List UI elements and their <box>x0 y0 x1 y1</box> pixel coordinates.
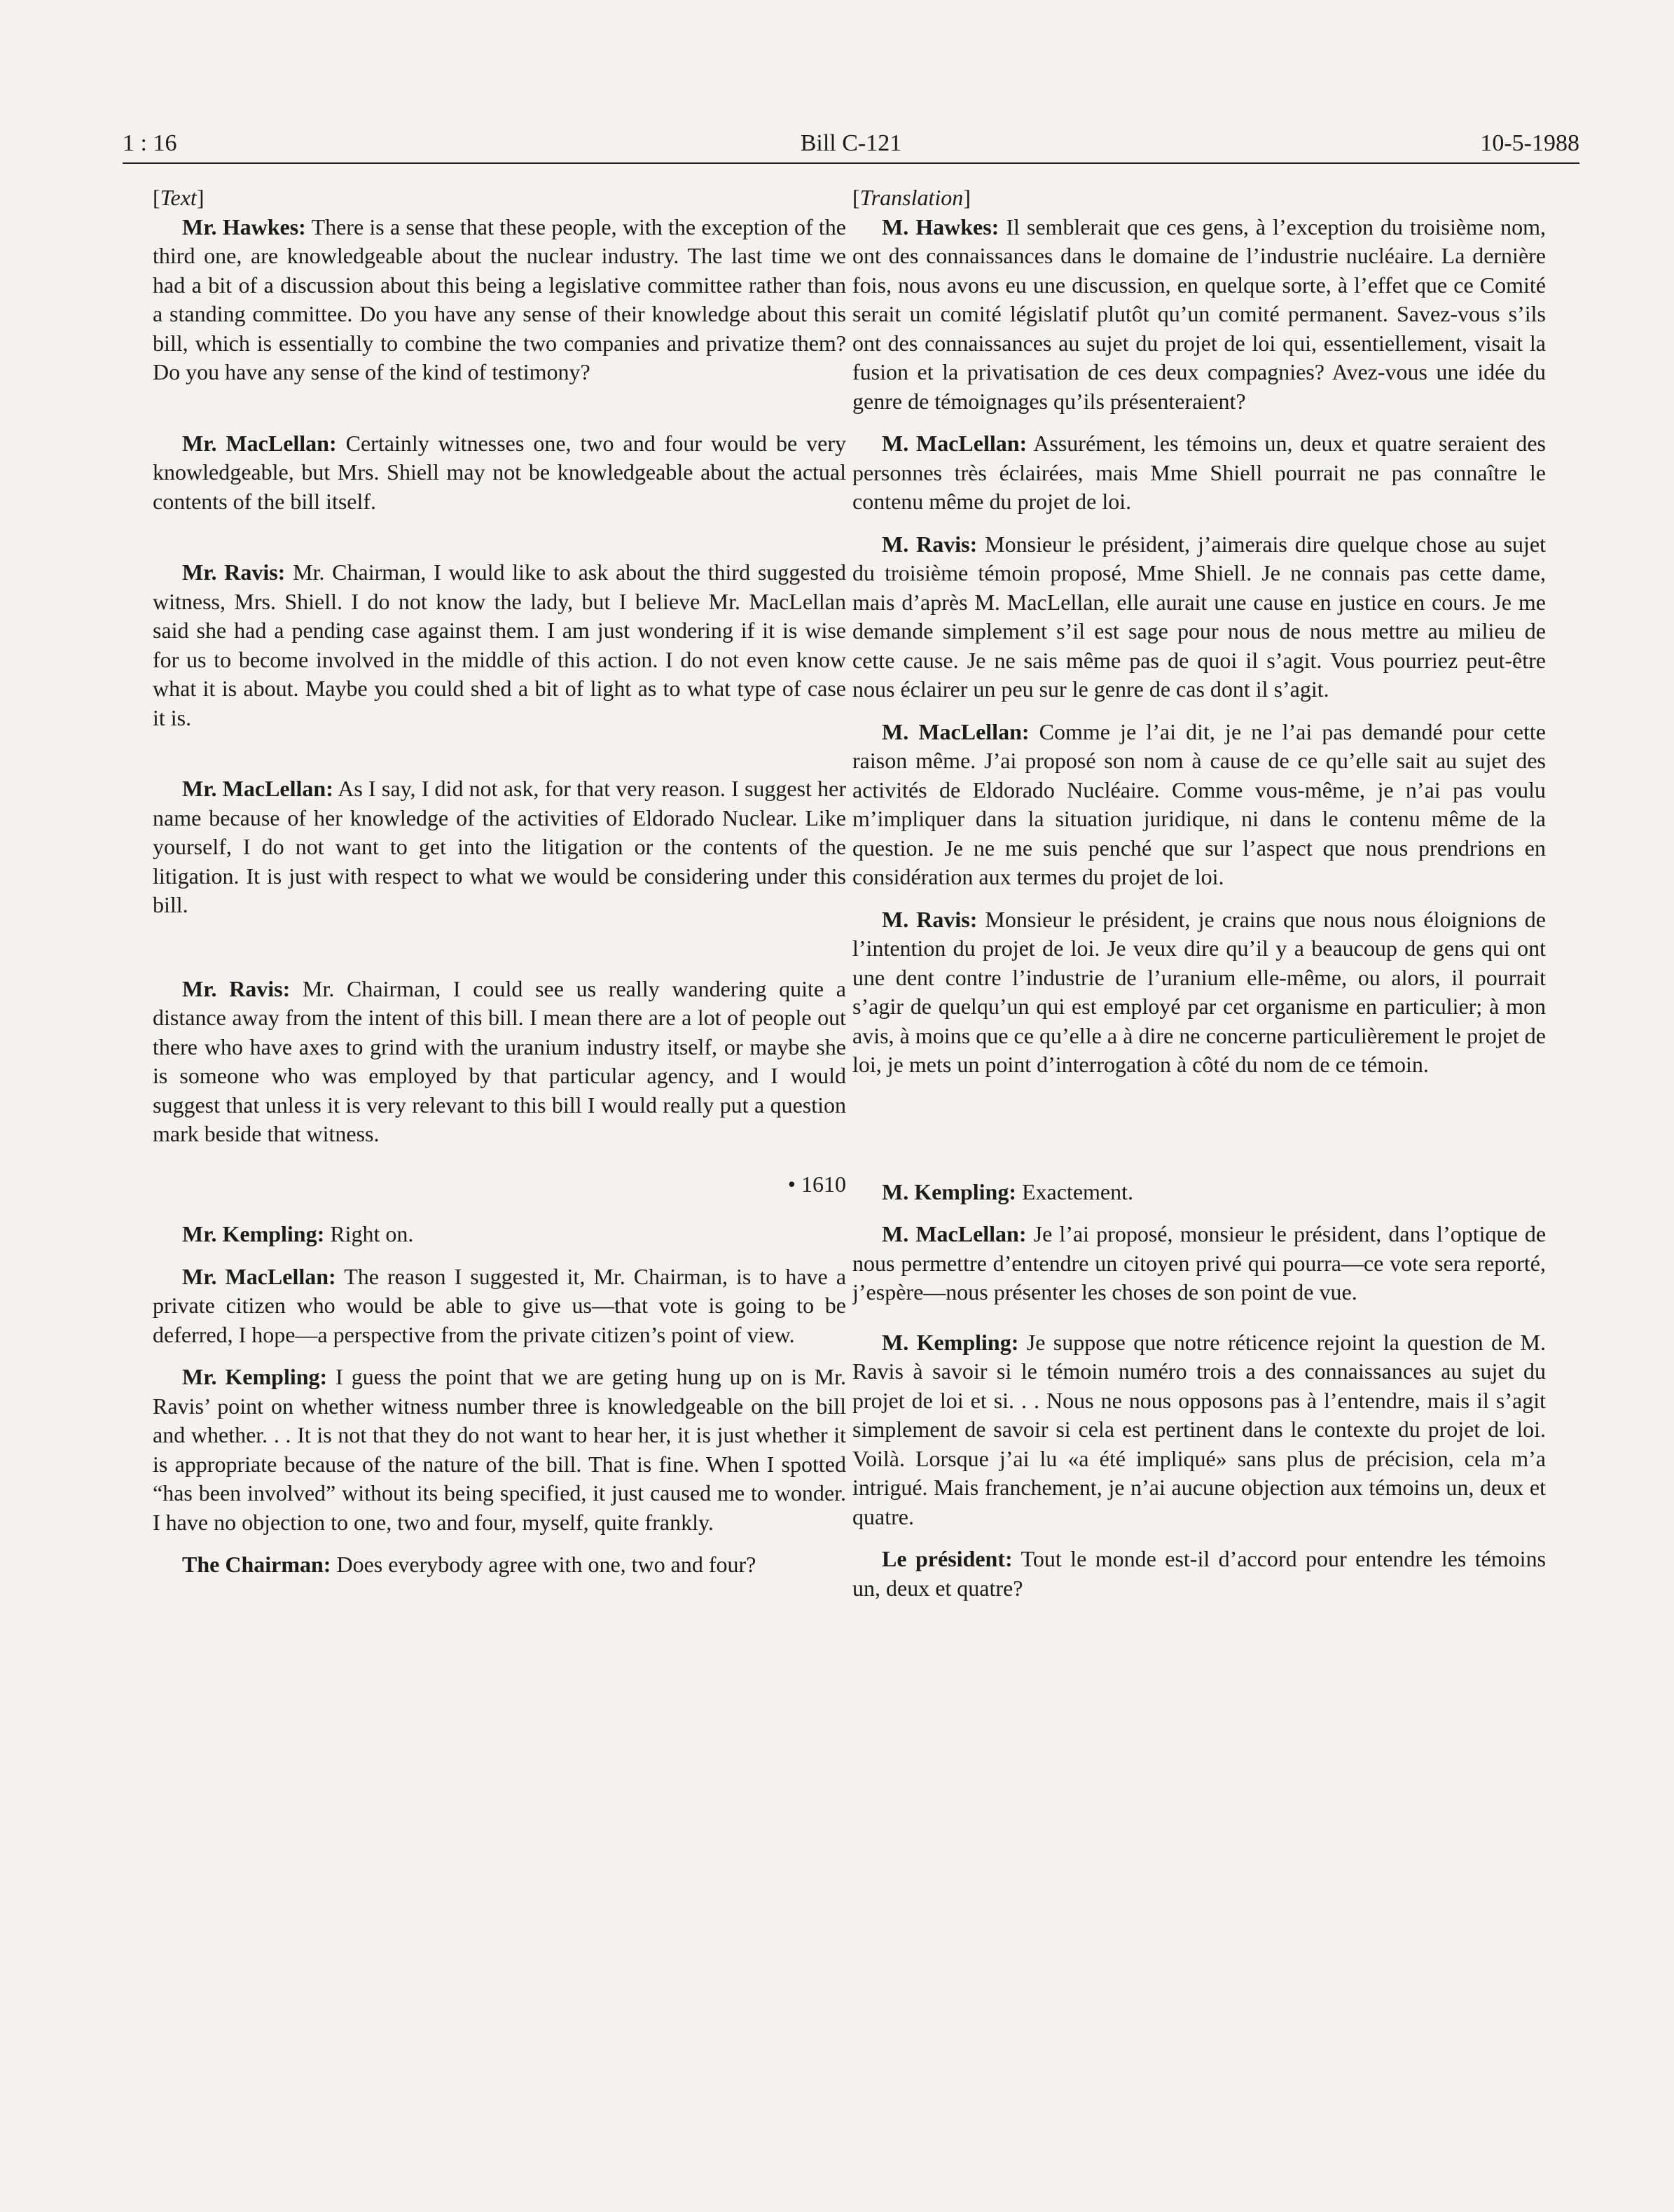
sitting-date: 10-5-1988 <box>1480 130 1579 156</box>
speech-paragraph <box>153 975 846 1149</box>
speaker-name: Mr. Hawkes: <box>182 214 306 239</box>
speech-text: Mr. Chairman, I would like to ask about the third suggested witness, Mrs. Shiell. I do not know the lady, but I believe Mr. MacLellan said she had a pending case against them. I am just wondering if it is wise for us to become involved in the middle of this action. I do not even know what it is about. Maybe you could shed a bit of light as to what type of case it is. <box>153 559 846 730</box>
speaker-name: Mr. MacLellan: <box>182 776 333 801</box>
speaker-name: Mr. Ravis: <box>182 975 291 1001</box>
speech-text: As I say, I did not ask, for that very reason. I suggest her name because of her knowledge of the activities of Eldorado Nuclear. Like yourself, I do not want to get into the litigation or the contents of the litigation. It is just with respect to what we would be considering under this bill. <box>153 776 846 917</box>
speech-text: Does everybody agree with one, two and four? <box>336 1552 756 1577</box>
speech-paragraph <box>153 1363 846 1537</box>
speech-text: Monsieur le président, je crains que nous nous éloignions de l’intention du projet de loi. Je veux dire qu’il y a beaucoup de gens qui ont une dent contre l’industrie de l’uranium elle-même, ou alors, il pourrait s’agir de quelqu’un qui est employé par cet organisme en particulier; à mon avis, à moins que ce qu’elle a à dire ne concerne particulièrement le projet de loi, je mets un point d’interrogation à côté du nom de ce témoin. <box>852 906 1546 1077</box>
speech-text: Monsieur le président, j’aimerais dire quelque chose au sujet du troisième témoin proposé, Mme Shiell. Je ne connais pas cette dame, mais d’après M. MacLellan, elle aurait une cause en justice en cours. Je me demande simplement s’il est sage pour nous de nous mettre au milieu de cette cause. Je ne sais même pas de quoi il s’agit. Vous pourriez peut-être nous éclairer un peu sur le genre de cas dont il s’agit. <box>852 531 1546 702</box>
speaker-name: Mr. Ravis: <box>182 559 286 585</box>
speaker-name: M. MacLellan: <box>882 1221 1027 1246</box>
speech-paragraph <box>852 213 1546 417</box>
speaker-name: M. Hawkes: <box>882 214 999 239</box>
speech-paragraph <box>852 1178 1546 1207</box>
speech-text: Comme je l’ai dit, je ne l’ai pas demandé pour cette raison même. J’ai proposé son nom à cause de ce qu’elle sait au sujet des activités de Eldorado Nucléaire. Comme vous-même, je n’ai pas voulu m’impliquer dans la situation juridique, ni dans le contenu même de la question. Je ne me suis penché que sur l’aspect que nous prendrions en considération aux termes du projet de loi. <box>852 718 1546 889</box>
page-header <box>123 126 1579 164</box>
speech-paragraph <box>852 1220 1546 1307</box>
speaker-name: Mr. Kempling: <box>182 1364 328 1389</box>
speaker-name: Le président: <box>882 1546 1013 1571</box>
speaker-name: M. Kempling: <box>882 1329 1019 1355</box>
french-column <box>852 183 1546 2088</box>
speech-paragraph <box>153 429 846 517</box>
bill-title: Bill C-121 <box>800 130 902 156</box>
speech-text: I guess the point that we are geting hung up on is Mr. Ravis’ point on whether witness number three is knowledgeable on the bill and whether. . . It is not that they do not want to hear her, it is just whether it is appropriate because of the nature of the bill. That is fine. When I spotted “has been involved” without its being specified, it just caused me to wonder. I have no objection to one, two and four, myself, quite frankly. <box>153 1364 846 1535</box>
speaker-name: M. Kempling: <box>882 1178 1016 1204</box>
speaker-name: M. MacLellan: <box>882 431 1028 456</box>
speaker-name: M. Ravis: <box>882 906 978 932</box>
text-marker: [ Text ] <box>153 183 846 213</box>
speech-text: Tout le monde est-il d’accord pour entendre les témoins un, deux et quatre? <box>852 1546 1546 1601</box>
translation-marker: [ Translation ] <box>852 183 1546 213</box>
speech-paragraph <box>153 774 846 920</box>
speech-paragraph <box>852 530 1546 704</box>
speech-paragraph <box>852 905 1546 1080</box>
speech-paragraph <box>852 1328 1546 1532</box>
speech-text: Certainly witnesses one, two and four would be very knowledgeable, but Mrs. Shiell may not be knowledgeable about the actual contents of the bill itself. <box>153 430 846 514</box>
page-number: 1 : 16 <box>123 130 177 156</box>
speech-paragraph <box>852 718 1546 892</box>
speech-paragraph <box>153 1262 846 1350</box>
speaker-name: Mr. MacLellan: <box>182 430 337 456</box>
speech-paragraph <box>852 1545 1546 1603</box>
speaker-name: The Chairman: <box>182 1552 331 1577</box>
speech-text: Assurément, les témoins un, deux et quatre seraient des personnes très éclairées, mais Mme Shiell pourrait ne pas connaître le contenu même du projet de loi. <box>852 431 1546 514</box>
speech-paragraph <box>153 1550 846 1580</box>
speech-text: Right on. <box>330 1221 414 1246</box>
speech-paragraph <box>153 558 846 732</box>
speech-text: There is a sense that these people, with the exception of the third one, are knowledgeable about the nuclear industry. The last time we had a bit of a discussion about this being a legislative committee rather than a standing committee. Do you have any sense of their knowledge about this bill, which is essentially to combine the two companies and privatize them? Do you have any sense of the kind of testimony? <box>153 214 846 384</box>
speaker-name: M. MacLellan: <box>882 718 1030 744</box>
speech-text: Exactement. <box>1021 1178 1134 1204</box>
speaker-name: Mr. MacLellan: <box>182 1263 336 1289</box>
speaker-name: M. Ravis: <box>882 531 978 557</box>
speech-text: Je suppose que notre réticence rejoint la question de M. Ravis à savoir si le témoin numéro trois a des connaissances au sujet du projet de loi et si. . . Nous ne nous opposons pas à l’entendre, mais il s’agit simplement de savoir si cela est pertinent dans le contexte du projet de loi. Voilà. Lorsque j’ai lu «a été impliqué» sans plus de précision, cela m’a intrigué. Mais franchement, je n’ai aucune objection aux témoins un, deux et quatre. <box>852 1329 1546 1529</box>
english-column <box>153 183 846 2088</box>
speech-text: Je l’ai proposé, monsieur le président, dans l’optique de nous permettre d’entendre un citoyen privé qui pourra—ce vote sera reporté, j’espère—nous présenter les choses de son point de vue. <box>852 1221 1546 1305</box>
speech-text: Mr. Chairman, I could see us really wandering quite a distance away from the intent of this bill. I mean there are a lot of people out there who have axes to grind with the uranium industry itself, or maybe she is someone who was employed by that particular agency, and I would suggest that unless it is very relevant to this bill I would really put a question mark beside that witness. <box>153 975 846 1146</box>
speech-text: Il semblerait que ces gens, à l’exception du troisième nom, ont des connaissances dans le domaine de l’industrie nucléaire. La dernière fois, nous avons eu une discussion, en quelque sorte, à l’effet que ce Comité serait un comité législatif plutôt qu’un comité permanent. Savez-vous s’ils ont des connaissances au sujet du projet de loi qui, essentiellement, visait la fusion et la privatisation de ces deux compagnies? Avez-vous une idée du genre de témoignages qu’ils présenteraient? <box>852 214 1546 414</box>
speech-paragraph <box>153 1220 846 1249</box>
speaker-name: Mr. Kempling: <box>182 1221 325 1246</box>
timestamp: • 1610 <box>787 1171 846 1197</box>
speech-paragraph <box>153 213 846 387</box>
speech-paragraph <box>852 429 1546 517</box>
speech-text: The reason I suggested it, Mr. Chairman, is to have a private citizen who would be able to give us—that vote is going to be deferred, I hope—a perspective from the private citizen’s point of view. <box>153 1263 846 1347</box>
